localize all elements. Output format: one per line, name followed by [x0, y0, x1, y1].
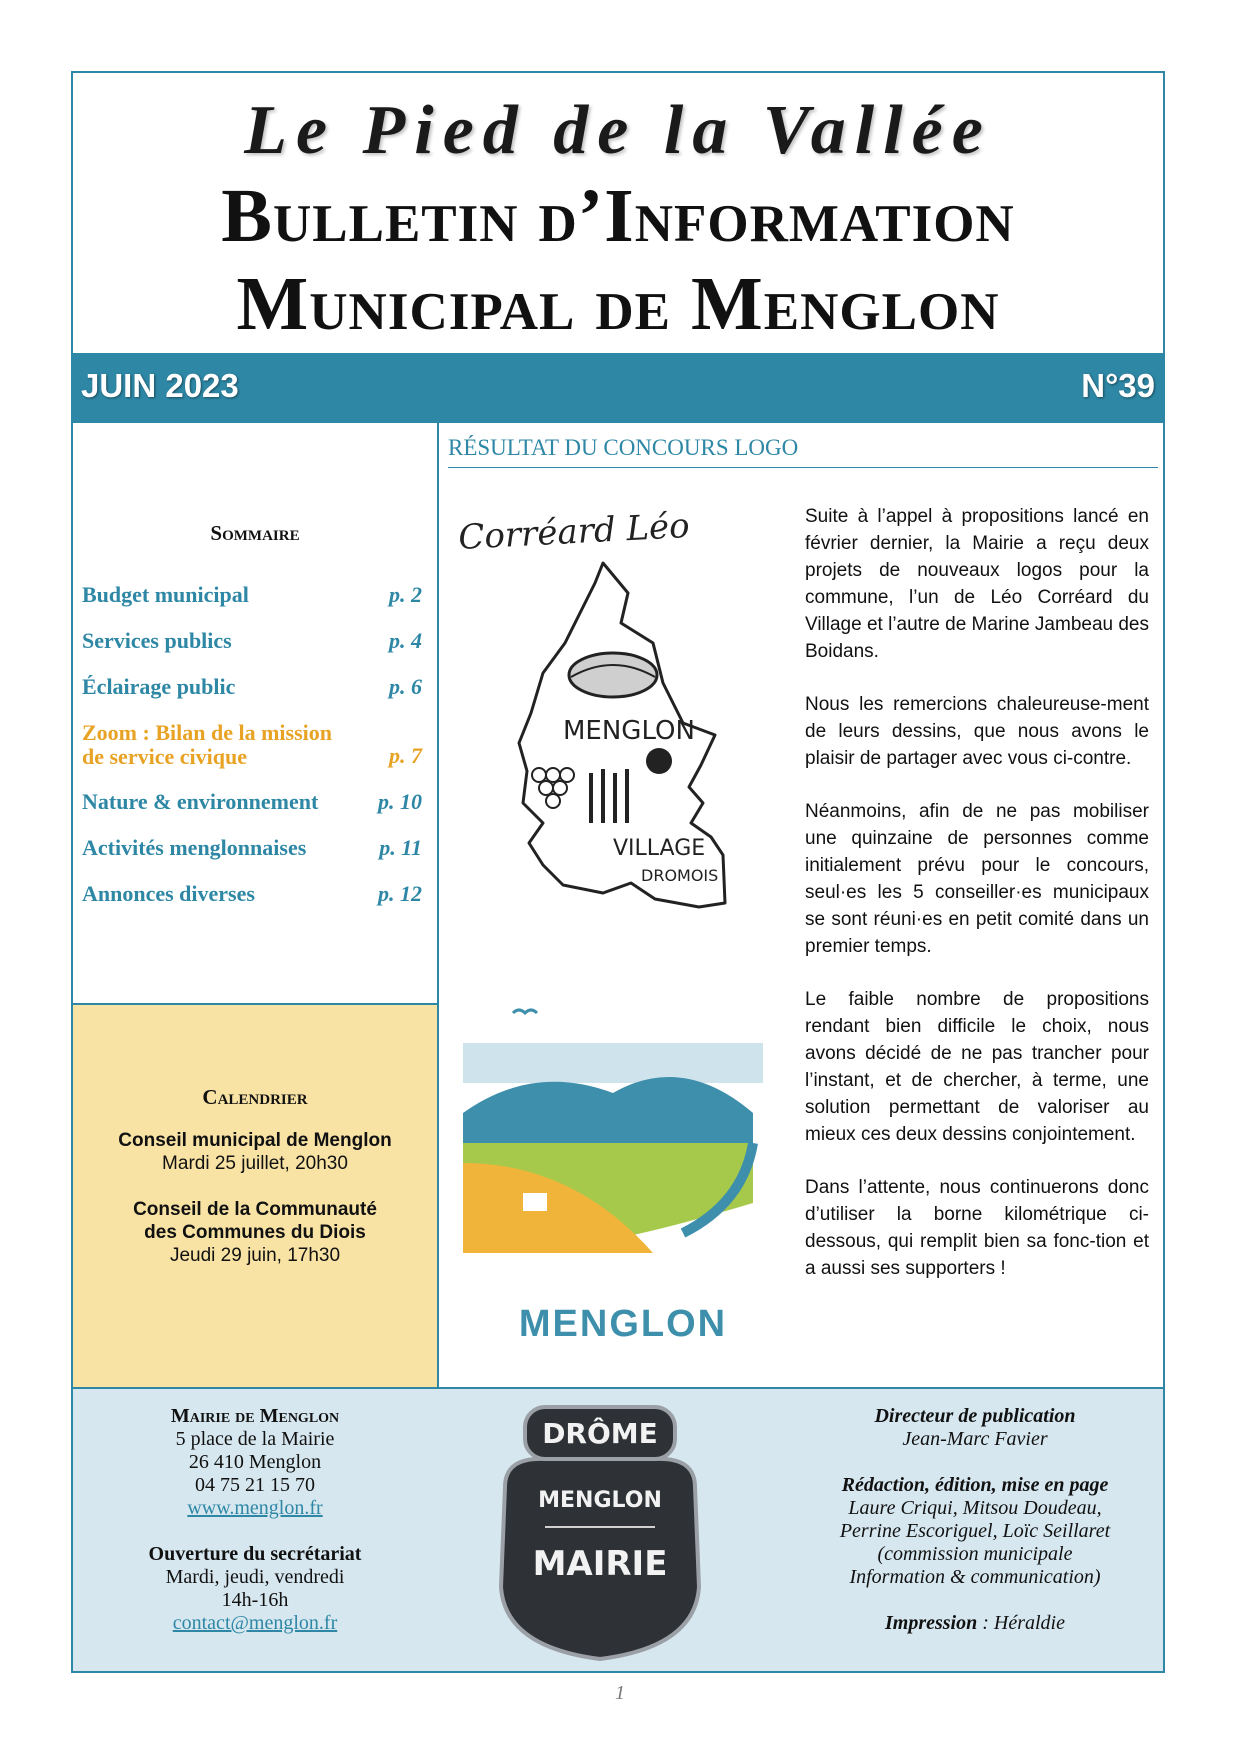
toc-item-nature[interactable]: [82, 790, 422, 836]
issue-band: [73, 353, 1163, 423]
logo-name: MENGLON: [518, 1303, 728, 1345]
toc-item-services[interactable]: [82, 629, 422, 675]
commission-line-1: (commission municipale: [877, 1543, 1073, 1565]
toc-label-line-1: Zoom : Bilan de la mission: [82, 720, 332, 745]
publication-credits: [793, 1405, 1157, 1635]
paragraph: Néanmoins, afin de ne pas mobiliser une quinzaine de personnes comme initialement prévu pour le concours, seul·es les 5 conseiller·es municipaux se sont réuni·es en petit comité dans un premier temps.: [805, 801, 1149, 957]
bulletin-frame: [71, 71, 1165, 1673]
print-value: : Héraldie: [977, 1612, 1065, 1634]
color-logo: [453, 993, 793, 1345]
asparagus-shape: [591, 769, 627, 823]
newsletter-brand: Le Pied de la Vallée: [244, 92, 992, 169]
drawing-signature: Corréard Léo: [457, 505, 691, 558]
toc-item-activites[interactable]: [82, 836, 422, 882]
drawing-caption-2: DROMOIS: [641, 866, 719, 885]
opening-days: Mardi, jeudi, vendredi: [165, 1566, 345, 1588]
table-of-contents: [73, 423, 437, 1003]
toc-label: Activités menglonnaises: [82, 835, 307, 860]
page-number: 1: [615, 1682, 625, 1704]
toc-page: p. 10: [378, 789, 422, 814]
landscape-illustration: [453, 993, 793, 1293]
paragraph: Nous les remercions chaleureuse-ment de leurs dessins, que nous avons le plaisir de partager avec vous ci-contre.: [805, 694, 1149, 769]
event-title-line-1: Conseil de la Communauté: [133, 1199, 377, 1220]
event-title: Conseil municipal de Menglon: [118, 1130, 392, 1151]
plaque-top-text: DRÔME: [542, 1417, 658, 1450]
editors-line-1: Laure Criqui, Mitsou Doudeau,: [848, 1497, 1102, 1519]
calendar-event: [73, 1129, 437, 1175]
toc-label-line-2: de service civique: [82, 744, 247, 769]
calendar-box: [73, 1003, 437, 1387]
drawing-town: MENGLON: [563, 716, 695, 746]
email-link[interactable]: contact@menglon.fr: [172, 1612, 338, 1634]
director-title: Directeur de publication: [874, 1405, 1076, 1427]
toc-item-annonces[interactable]: [82, 882, 422, 928]
toc-page: p. 6: [389, 674, 422, 699]
toc-page: p. 11: [379, 835, 422, 860]
toc-label: Services publics: [82, 628, 232, 653]
toc-page: p. 4: [389, 628, 422, 653]
event-when: Mardi 25 juillet, 20h30: [162, 1153, 348, 1174]
editors-line-2: Perrine Escoriguel, Loïc Seillaret: [839, 1520, 1111, 1542]
event-when: Jeudi 29 juin, 17h30: [169, 1245, 341, 1266]
article-text: [805, 503, 1149, 1308]
dot-shape: [646, 748, 672, 774]
paragraph: Suite à l’appel à propositions lancé en février dernier, la Mairie a reçu deux projets de nouveaux logos pour la commune, l’un de Léo Corréard du Village et l’autre de Marine Jambeau des Boidans.: [805, 506, 1149, 662]
mairie-plaque-image: [485, 1397, 715, 1667]
director-name: Jean-Marc Favier: [902, 1428, 1048, 1450]
mountains-shape: [463, 1077, 753, 1143]
issue-number: N°39: [1081, 367, 1155, 404]
calendar-title: Calendrier: [202, 1085, 308, 1109]
toc-label: [82, 721, 352, 769]
headline-line-2: Municipal de Menglon: [236, 262, 1000, 346]
paragraph: Le faible nombre de propositions rendant bien difficile le choix, nous avons décidé de ne pas trancher pour l’instant, et de chercher, à terme, une solution permettant de valoriser au mieux ces deux dessins conjointement.: [805, 989, 1149, 1145]
phone-number: 04 75 21 15 70: [195, 1474, 315, 1496]
toc-label: Éclairage public: [82, 674, 236, 699]
bird-icon: [513, 1010, 537, 1013]
paragraph: Dans l’attente, nous continuerons donc d’utiliser la borne kilométrique ci-dessous, qui remplit bien sa fonc-tion et a aussi ses supporters !: [805, 1177, 1149, 1279]
print-credit: [793, 1612, 1157, 1635]
toc-page: p. 7: [389, 743, 422, 768]
toc-label: Budget municipal: [82, 582, 249, 607]
print-label: Impression: [884, 1612, 978, 1634]
toc-label: Annonces diverses: [82, 881, 255, 906]
walnut-shape: [569, 653, 657, 697]
hours-title: Ouverture du secrétariat: [148, 1543, 362, 1565]
toc-list: [82, 583, 422, 928]
editorial-title: Rédaction, édition, mise en page: [841, 1474, 1109, 1496]
right-column: [439, 423, 1163, 1387]
section-title: RÉSULTAT DU CONCOURS LOGO: [448, 435, 1158, 468]
masthead: [73, 73, 1163, 353]
mairie-contact: [73, 1405, 437, 1635]
grapes-shape: [532, 768, 574, 808]
plaque-middle-text: MENGLON: [538, 1488, 662, 1513]
website-link[interactable]: www.menglon.fr: [187, 1497, 323, 1519]
left-column: [73, 423, 439, 1387]
toc-page: p. 2: [389, 582, 422, 607]
address-line-2: 26 410 Menglon: [188, 1451, 322, 1473]
opening-hours: 14h-16h: [221, 1589, 289, 1611]
toc-item-budget[interactable]: [82, 583, 422, 629]
drawing-caption-1: VILLAGE: [613, 836, 706, 861]
address-line-1: 5 place de la Mairie: [175, 1428, 335, 1450]
headline-line-1: Bulletin d’Information: [221, 174, 1015, 258]
house-shape: [523, 1193, 547, 1211]
toc-item-eclairage[interactable]: [82, 675, 422, 721]
hand-drawn-logo: [453, 503, 773, 923]
event-title-line-2: des Communes du Diois: [144, 1222, 366, 1243]
issue-date: JUIN 2023: [81, 367, 239, 404]
toc-title: Sommaire: [210, 521, 300, 545]
mairie-title: Mairie de Menglon: [170, 1405, 340, 1427]
calendar-event: [73, 1198, 437, 1267]
commission-line-2: Information & communication): [849, 1566, 1101, 1588]
toc-label: Nature & environnement: [82, 789, 319, 814]
toc-item-zoom[interactable]: [82, 721, 422, 790]
plaque-bottom-text: MAIRIE: [532, 1544, 668, 1584]
footer: [73, 1387, 1163, 1671]
toc-page: p. 12: [378, 881, 422, 906]
